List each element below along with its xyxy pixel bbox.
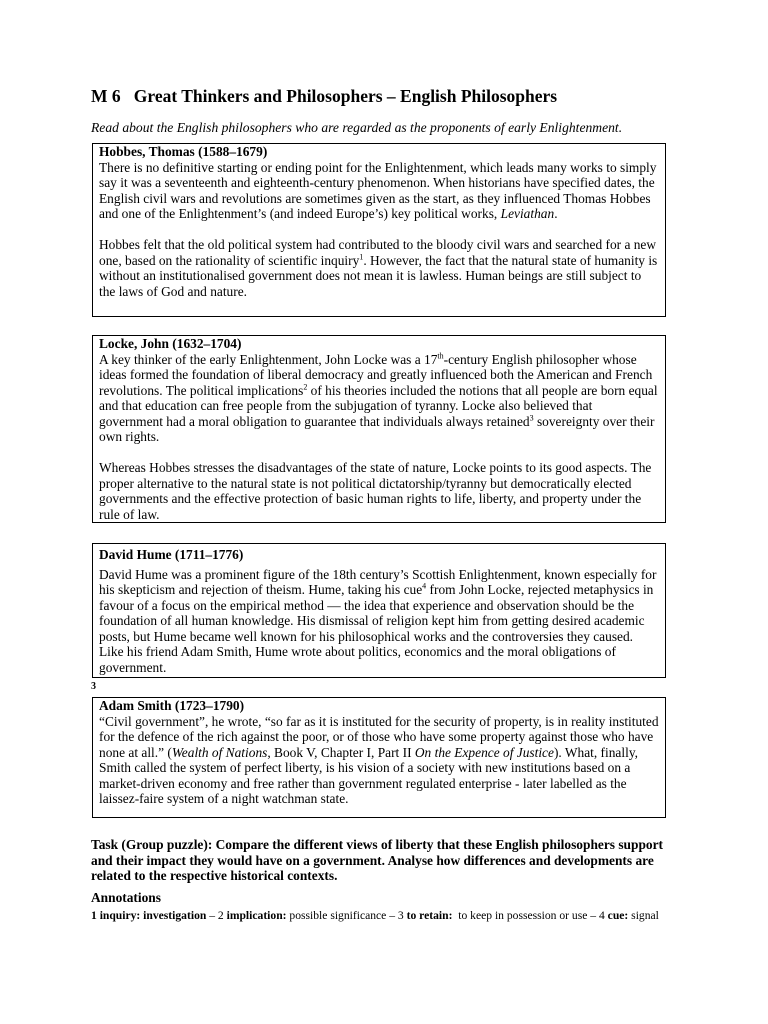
hume-paragraph: David Hume was a prominent figure of the 18th century’s Scottish Enlightenment, known especially for his skepticism and rejection of theism. Hume, taking his cue$^4$ from John Locke, rejected metaphysics in favour of a focus on the empirical method — the idea that experience and observation should be the foundation of all human knowledge. His dismissal of religion kept him from getting desired academic posts, but Hume became well known for his philosophical works and the controversies they caused. Like his friend Adam Smith, Hume wrote about politics, economics and the moral obligations of government. bbox=[99, 566, 657, 675]
smith-heading: Adam Smith (1723–1790) bbox=[99, 698, 245, 713]
hobbes-heading: Hobbes, Thomas (1588–1679) bbox=[99, 144, 268, 159]
footnote-marker: 2 bbox=[303, 382, 308, 392]
hobbes-paragraph-1: There is no definitive starting or ending point for the Enlightenment, which leads many works to simply say it was a seventeenth and eighteenth-century phenomenon. When historians have specified dates, the English civil wars and revolutions are sometimes given as the start, as they influenced Thomas Hobbes and one of the Enlightenment’s (and indeed Europe’s) key political works, Leviathan. bbox=[99, 159, 657, 221]
footnote-marker: 4 bbox=[422, 581, 427, 591]
annotations-list: 1 inquiry: investigation – 2 implication: possible significance – 3 to retain: to keep in possession or use – 4 cue: signal bbox=[91, 909, 659, 922]
page-number: 3 bbox=[91, 681, 96, 692]
smith-paragraph: “Civil government”, he wrote, “so far as it is instituted for the security of property, is in reality instituted for the defence of the rich against the poor, or of those who have some property against those who have none at all.” (Wealth of Nations, Book V, Chapter I, Part II On the Expence of Justice). What, finally, Smith called the system of perfect liberty, is his vision of a society with new institutions based on a market-driven economy and free rather than government regulated enterprise - later labelled as the laissez-faire system of a night watchman state. bbox=[99, 713, 659, 806]
hume-heading: David Hume (1711–1776) bbox=[99, 547, 244, 562]
hobbes-box bbox=[92, 143, 666, 317]
hobbes-paragraph-2: Hobbes felt that the old political system had contributed to the bloody civil wars and searched for a new one, based on the rationality of scientific inquiry$^1$. However, the fact that the natural state of humanity is without an institutionalised government does not mean it is lawless. Human beings are still subject to the laws of God and nature. bbox=[99, 237, 658, 299]
hume-box bbox=[92, 543, 666, 678]
annotations-heading: Annotations bbox=[91, 890, 161, 905]
footnote-marker: 1 bbox=[359, 252, 364, 262]
locke-paragraph-1: A key thinker of the early Enlightenment, John Locke was a 17th-century English philosopher whose ideas formed the foundation of liberal democracy and greatly influenced both the American and French revolutions. The political implications$^2$ of his theories included the notions that all people are born equal and that education can free people from the subjugation of tyranny. Locke also believed that government had a moral obligation to guarantee that individuals always retained$^3$ sovereignty over their own rights. bbox=[99, 351, 658, 444]
footnote-marker: 3 bbox=[529, 413, 534, 423]
locke-box bbox=[92, 335, 666, 523]
locke-heading: Locke, John (1632–1704) bbox=[99, 336, 242, 351]
smith-box bbox=[92, 697, 666, 818]
task-text: Task (Group puzzle): Compare the different views of liberty that these English philosophers support and their impact they would have on a government. Analyse how differences and developments are related to the respective historical contexts. bbox=[91, 837, 663, 883]
locke-paragraph-2: Whereas Hobbes stresses the disadvantages of the state of nature, Locke points to its good aspects. The proper alternative to the natural state is not political dictatorship/tyranny but democratically elected governments and the effective protection of basic human rights to life, liberty, and property under the rule of law. bbox=[99, 460, 652, 522]
intro-text: Read about the English philosophers who are regarded as the proponents of early Enlightenment. bbox=[91, 120, 623, 135]
page-title: M 6 Great Thinkers and Philosophers – English Philosophers bbox=[91, 86, 558, 106]
